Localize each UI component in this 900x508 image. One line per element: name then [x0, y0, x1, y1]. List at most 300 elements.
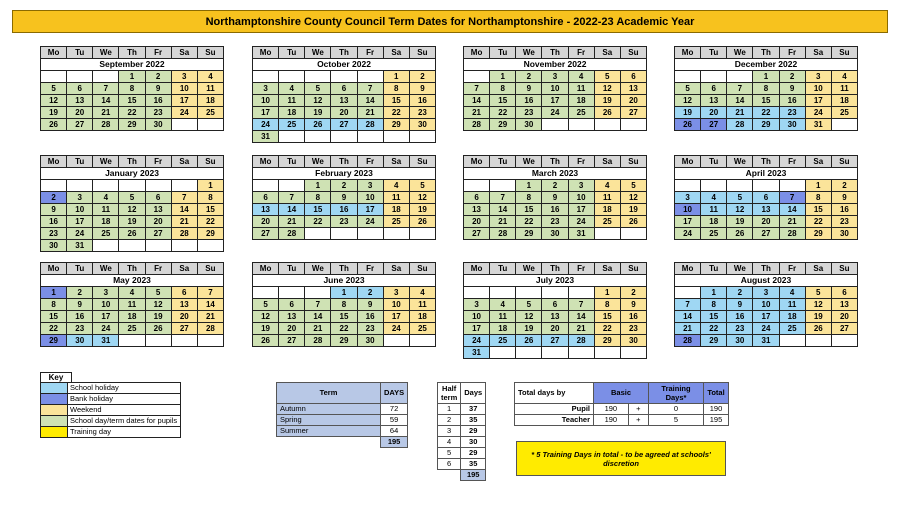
empty-day-cell [594, 228, 620, 240]
empty-day-cell [93, 180, 119, 192]
day-cell: 25 [831, 107, 857, 119]
day-cell: 25 [779, 323, 805, 335]
day-cell: 16 [67, 311, 93, 323]
day-cell: 3 [383, 287, 409, 299]
day-cell: 17 [753, 311, 779, 323]
weekday-header: Mo [253, 263, 279, 275]
day-cell: 11 [119, 299, 145, 311]
day-cell: 11 [409, 299, 435, 311]
empty-day-cell [831, 119, 857, 131]
day-cell: 24 [568, 216, 594, 228]
day-cell: 11 [383, 192, 409, 204]
day-cell: 14 [279, 204, 305, 216]
weekday-header: Sa [383, 47, 409, 59]
day-cell: 9 [831, 192, 857, 204]
teacher-total: 195 [704, 415, 729, 426]
day-cell: 15 [805, 204, 831, 216]
day-cell: 23 [357, 323, 383, 335]
day-cell: 17 [383, 311, 409, 323]
day-cell: 20 [171, 311, 197, 323]
day-cell: 8 [490, 83, 516, 95]
day-cell: 27 [171, 323, 197, 335]
weekday-header: Sa [594, 156, 620, 168]
day-cell: 23 [727, 323, 753, 335]
teacher-basic: 190 [594, 415, 629, 426]
day-cell: 12 [516, 311, 542, 323]
weekday-header: Tu [701, 263, 727, 275]
day-cell: 15 [594, 311, 620, 323]
day-cell: 14 [197, 299, 223, 311]
day-cell: 5 [594, 71, 620, 83]
day-cell: 8 [594, 299, 620, 311]
weekday-header: Su [831, 156, 857, 168]
day-cell: 2 [331, 180, 357, 192]
day-cell: 7 [675, 299, 701, 311]
day-cell: 29 [594, 335, 620, 347]
empty-day-cell [620, 119, 646, 131]
month-name: November 2022 [464, 59, 647, 71]
pupil-label: Pupil [515, 404, 594, 415]
day-cell: 25 [383, 216, 409, 228]
weekday-header: Th [119, 263, 145, 275]
day-cell: 9 [779, 83, 805, 95]
weekday-header: Tu [490, 263, 516, 275]
day-cell: 19 [41, 107, 67, 119]
day-cell: 5 [145, 287, 171, 299]
day-cell: 16 [357, 311, 383, 323]
day-cell: 6 [145, 192, 171, 204]
day-cell: 23 [41, 228, 67, 240]
day-cell: 3 [805, 71, 831, 83]
day-cell: 28 [727, 119, 753, 131]
day-cell: 10 [753, 299, 779, 311]
weekday-header: Fr [568, 263, 594, 275]
legend-label: Weekend [68, 405, 181, 416]
day-cell: 11 [279, 95, 305, 107]
weekday-header: Tu [67, 47, 93, 59]
empty-day-cell [675, 287, 701, 299]
empty-day-cell [305, 71, 331, 83]
month-calendar [674, 155, 858, 240]
half-term-total: 195 [461, 470, 486, 481]
day-cell: 30 [357, 335, 383, 347]
day-cell: 9 [727, 299, 753, 311]
weekday-header: Sa [171, 156, 197, 168]
weekday-header: Fr [145, 263, 171, 275]
day-cell: 12 [253, 311, 279, 323]
empty-day-cell [357, 71, 383, 83]
weekday-header: Fr [357, 263, 383, 275]
weekday-header: Fr [357, 47, 383, 59]
weekday-header: We [93, 156, 119, 168]
day-cell: 13 [701, 95, 727, 107]
day-cell: 2 [620, 287, 646, 299]
weekday-header: Su [620, 156, 646, 168]
empty-day-cell [675, 180, 701, 192]
month-calendar [674, 262, 858, 347]
legend-label: School day/term dates for pupils [68, 416, 181, 427]
day-cell: 4 [383, 180, 409, 192]
day-cell: 5 [305, 83, 331, 95]
day-cell: 14 [93, 95, 119, 107]
pupil-total: 190 [704, 404, 729, 415]
training-days-header: Training Days* [649, 383, 704, 404]
weekday-header: Th [542, 156, 568, 168]
day-cell: 20 [279, 323, 305, 335]
day-cell: 27 [753, 228, 779, 240]
day-cell: 10 [67, 204, 93, 216]
day-cell: 24 [542, 107, 568, 119]
empty-day-cell [464, 71, 490, 83]
empty-day-cell [542, 347, 568, 359]
weekday-header: We [516, 156, 542, 168]
month-name: January 2023 [41, 168, 224, 180]
day-cell: 21 [197, 311, 223, 323]
weekday-header: Fr [779, 47, 805, 59]
month-calendar [252, 46, 436, 143]
day-cell: 30 [727, 335, 753, 347]
weekday-header: Su [197, 47, 223, 59]
weekday-header: We [727, 47, 753, 59]
training-days-note: * 5 Training Days in total - to be agreed at schools' discretion [516, 441, 726, 476]
day-cell: 13 [331, 95, 357, 107]
day-cell: 16 [41, 216, 67, 228]
month-calendar [252, 262, 436, 347]
empty-day-cell [279, 287, 305, 299]
day-cell: 31 [253, 131, 279, 143]
empty-day-cell [145, 335, 171, 347]
day-cell: 13 [831, 299, 857, 311]
half-term-number: 5 [438, 448, 461, 459]
weekday-header: Tu [67, 263, 93, 275]
empty-day-cell [171, 119, 197, 131]
day-cell: 19 [253, 323, 279, 335]
day-cell: 7 [357, 83, 383, 95]
day-cell: 11 [831, 83, 857, 95]
day-cell: 28 [568, 335, 594, 347]
weekday-header: Su [197, 156, 223, 168]
day-cell: 4 [279, 83, 305, 95]
day-cell: 1 [594, 287, 620, 299]
month-name: February 2023 [253, 168, 436, 180]
day-cell: 21 [305, 323, 331, 335]
day-cell: 25 [594, 216, 620, 228]
empty-day-cell [119, 180, 145, 192]
day-cell: 22 [197, 216, 223, 228]
day-cell: 5 [516, 299, 542, 311]
half-term-number: 1 [438, 404, 461, 415]
day-cell: 30 [620, 335, 646, 347]
empty-day-cell [490, 347, 516, 359]
weekday-header: Su [831, 47, 857, 59]
day-cell: 20 [253, 216, 279, 228]
empty-day-cell [145, 240, 171, 252]
day-cell: 19 [805, 311, 831, 323]
day-cell: 29 [753, 119, 779, 131]
day-cell: 13 [620, 83, 646, 95]
day-cell: 6 [753, 192, 779, 204]
day-cell: 27 [279, 335, 305, 347]
day-cell: 6 [831, 287, 857, 299]
weekday-header: Th [331, 156, 357, 168]
weekday-header: Mo [253, 47, 279, 59]
weekday-header: Mo [464, 47, 490, 59]
total-days-label-header: Total days by [515, 383, 594, 404]
day-cell: 9 [620, 299, 646, 311]
empty-day-cell [279, 71, 305, 83]
term-days: 72 [381, 404, 408, 415]
day-cell: 15 [753, 95, 779, 107]
month-calendar [463, 262, 647, 359]
pupil-training: 0 [649, 404, 704, 415]
day-cell: 15 [305, 204, 331, 216]
empty-day-cell [490, 287, 516, 299]
day-cell: 2 [67, 287, 93, 299]
empty-day-cell [279, 180, 305, 192]
month-calendar [674, 46, 858, 131]
empty-day-cell [831, 335, 857, 347]
day-cell: 1 [119, 71, 145, 83]
day-cell: 13 [753, 204, 779, 216]
day-cell: 17 [675, 216, 701, 228]
weekday-header: We [93, 47, 119, 59]
day-cell: 18 [197, 95, 223, 107]
day-cell: 6 [464, 192, 490, 204]
weekday-header: We [516, 263, 542, 275]
day-cell: 20 [145, 216, 171, 228]
half-term-days: 35 [461, 459, 486, 470]
day-cell: 19 [119, 216, 145, 228]
weekday-header: Mo [41, 156, 67, 168]
month-calendar [463, 155, 647, 240]
empty-day-cell [253, 180, 279, 192]
day-cell: 26 [675, 119, 701, 131]
day-cell: 21 [490, 216, 516, 228]
weekday-header: Mo [675, 47, 701, 59]
empty-day-cell [805, 335, 831, 347]
day-cell: 25 [119, 323, 145, 335]
day-cell: 17 [805, 95, 831, 107]
day-cell: 17 [357, 204, 383, 216]
empty-day-cell [119, 240, 145, 252]
day-cell: 1 [753, 71, 779, 83]
day-cell: 3 [675, 192, 701, 204]
day-cell: 10 [542, 83, 568, 95]
day-cell: 2 [409, 71, 435, 83]
empty-day-cell [305, 287, 331, 299]
day-cell: 3 [542, 71, 568, 83]
day-cell: 7 [93, 83, 119, 95]
day-cell: 16 [727, 311, 753, 323]
day-cell: 30 [779, 119, 805, 131]
day-cell: 30 [67, 335, 93, 347]
empty-day-cell [568, 347, 594, 359]
day-cell: 1 [197, 180, 223, 192]
weekday-header: Sa [805, 156, 831, 168]
teacher-plus: + [628, 415, 648, 426]
day-cell: 7 [568, 299, 594, 311]
day-cell: 6 [620, 71, 646, 83]
day-cell: 4 [197, 71, 223, 83]
day-cell: 4 [594, 180, 620, 192]
day-cell: 11 [93, 204, 119, 216]
day-cell: 5 [253, 299, 279, 311]
day-cell: 28 [675, 335, 701, 347]
day-cell: 1 [305, 180, 331, 192]
total-days-table [514, 382, 729, 426]
day-cell: 26 [305, 119, 331, 131]
day-cell: 23 [145, 107, 171, 119]
weekday-header: We [727, 263, 753, 275]
empty-day-cell [197, 240, 223, 252]
day-cell: 6 [701, 83, 727, 95]
day-cell: 15 [516, 204, 542, 216]
legend-label: Training day [68, 427, 181, 438]
month-name: May 2023 [41, 275, 224, 287]
day-cell: 26 [727, 228, 753, 240]
weekday-header: Sa [383, 263, 409, 275]
day-cell: 13 [67, 95, 93, 107]
empty-day-cell [67, 180, 93, 192]
empty-day-cell [464, 287, 490, 299]
day-cell: 23 [831, 216, 857, 228]
weekday-header: Mo [464, 156, 490, 168]
weekday-header: Sa [171, 47, 197, 59]
month-name: June 2023 [253, 275, 436, 287]
day-cell: 21 [279, 216, 305, 228]
day-cell: 7 [779, 192, 805, 204]
day-cell: 4 [779, 287, 805, 299]
day-cell: 15 [383, 95, 409, 107]
empty-day-cell [594, 119, 620, 131]
day-cell: 2 [145, 71, 171, 83]
day-cell: 3 [753, 287, 779, 299]
day-cell: 31 [93, 335, 119, 347]
day-cell: 8 [305, 192, 331, 204]
weekday-header: Sa [805, 47, 831, 59]
teacher-training: 5 [649, 415, 704, 426]
day-cell: 25 [490, 335, 516, 347]
day-cell: 13 [542, 311, 568, 323]
day-cell: 1 [490, 71, 516, 83]
legend-swatch [41, 394, 68, 405]
day-cell: 6 [253, 192, 279, 204]
weekday-header: Fr [568, 47, 594, 59]
legend-label: School holiday [68, 383, 181, 394]
day-cell: 30 [145, 119, 171, 131]
month-name: December 2022 [675, 59, 858, 71]
empty-day-cell [409, 131, 435, 143]
day-cell: 7 [490, 192, 516, 204]
weekday-header: Su [620, 263, 646, 275]
day-cell: 3 [357, 180, 383, 192]
day-cell: 12 [594, 83, 620, 95]
day-cell: 8 [197, 192, 223, 204]
empty-day-cell [331, 228, 357, 240]
day-cell: 30 [41, 240, 67, 252]
day-cell: 20 [331, 107, 357, 119]
legend-swatch [41, 427, 68, 438]
day-cell: 11 [197, 83, 223, 95]
empty-day-cell [145, 180, 171, 192]
day-cell: 24 [357, 216, 383, 228]
day-cell: 24 [93, 323, 119, 335]
day-cell: 15 [331, 311, 357, 323]
empty-day-cell [357, 131, 383, 143]
day-cell: 22 [753, 107, 779, 119]
empty-day-cell [409, 228, 435, 240]
day-cell: 24 [171, 107, 197, 119]
day-cell: 18 [594, 204, 620, 216]
weekday-header: Su [409, 263, 435, 275]
weekday-header: Tu [490, 156, 516, 168]
term-name: Summer [277, 426, 381, 437]
day-cell: 3 [93, 287, 119, 299]
empty-day-cell [357, 228, 383, 240]
weekday-header: Th [119, 47, 145, 59]
half-days-header: Days [461, 383, 486, 404]
legend [40, 372, 181, 438]
day-cell: 27 [145, 228, 171, 240]
day-cell: 26 [805, 323, 831, 335]
empty-day-cell [701, 180, 727, 192]
day-cell: 9 [357, 299, 383, 311]
day-cell: 21 [675, 323, 701, 335]
weekday-header: Th [542, 263, 568, 275]
day-cell: 22 [594, 323, 620, 335]
month-calendar [463, 46, 647, 131]
day-cell: 1 [41, 287, 67, 299]
teacher-label: Teacher [515, 415, 594, 426]
day-cell: 16 [331, 204, 357, 216]
weekday-header: Mo [41, 47, 67, 59]
half-term-days: 29 [461, 426, 486, 437]
day-cell: 16 [409, 95, 435, 107]
day-cell: 20 [620, 95, 646, 107]
day-cell: 22 [490, 107, 516, 119]
day-cell: 28 [279, 228, 305, 240]
day-cell: 24 [675, 228, 701, 240]
day-cell: 8 [119, 83, 145, 95]
day-cell: 24 [383, 323, 409, 335]
day-cell: 8 [753, 83, 779, 95]
day-cell: 7 [171, 192, 197, 204]
day-cell: 27 [464, 228, 490, 240]
month-name: July 2023 [464, 275, 647, 287]
empty-day-cell [383, 335, 409, 347]
empty-day-cell [620, 347, 646, 359]
day-cell: 26 [516, 335, 542, 347]
day-cell: 9 [67, 299, 93, 311]
empty-day-cell [253, 287, 279, 299]
day-cell: 12 [727, 204, 753, 216]
day-cell: 3 [568, 180, 594, 192]
half-term-table [437, 382, 486, 481]
day-cell: 15 [119, 95, 145, 107]
day-cell: 9 [41, 204, 67, 216]
day-cell: 8 [331, 299, 357, 311]
day-cell: 5 [727, 192, 753, 204]
day-cell: 6 [67, 83, 93, 95]
day-cell: 21 [464, 107, 490, 119]
day-cell: 25 [93, 228, 119, 240]
weekday-header: Fr [568, 156, 594, 168]
half-term-number: 4 [438, 437, 461, 448]
term-days: 59 [381, 415, 408, 426]
empty-day-cell [171, 180, 197, 192]
weekday-header: We [305, 156, 331, 168]
day-cell: 28 [357, 119, 383, 131]
